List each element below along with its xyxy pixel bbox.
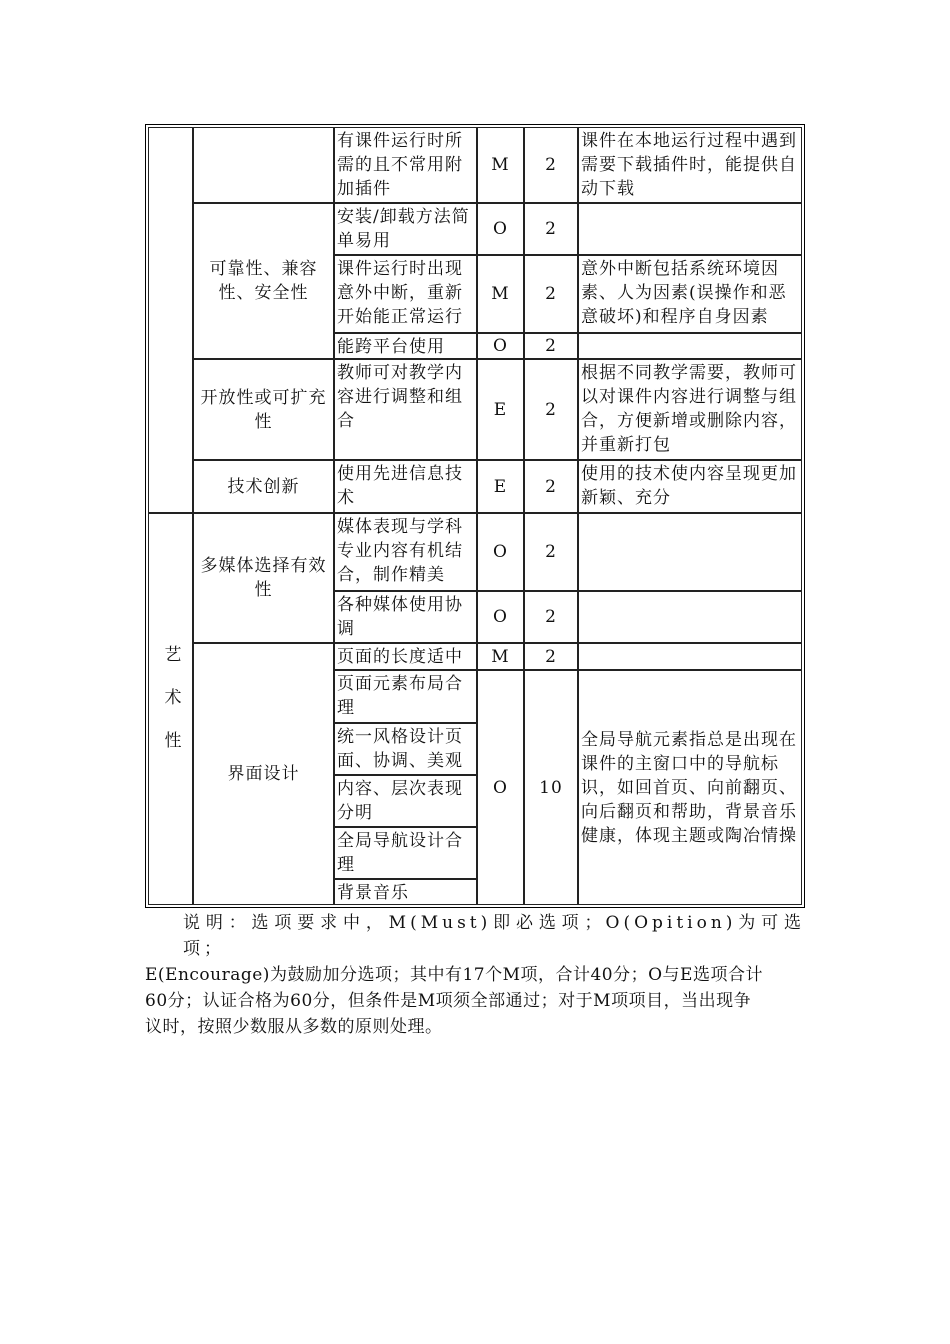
footnote-line: 60分；认证合格为60分，但条件是M项须全部通过；对于M项项目，当出现争 [145,991,752,1011]
group-label-innovation: 技术创新 [227,476,300,497]
score-cell [524,127,578,203]
group-label-multimedia: 多媒体选择有效性 [200,556,327,600]
group-label-reliability: 可靠性、兼容性、安全性 [209,259,318,303]
note-cell [578,513,802,591]
item-text: 全局导航设计合理 [337,831,463,875]
level-cell [477,643,524,670]
item-text: 页面的长度适中 [337,647,463,667]
item-cell [334,203,477,255]
group-cell-openness [193,359,334,460]
group-cell-blank [193,127,334,203]
note-cell [578,670,802,905]
level-text: O [493,607,508,627]
item-text: 各种媒体使用协调 [337,595,463,639]
level-cell [477,127,524,203]
footnote [145,910,805,1040]
score-text: 2 [545,219,557,239]
category-cell-art [148,513,193,905]
item-cell [334,460,477,513]
note-text: 意外中断包括系统环境因素、人为因素(误操作和恶意破坏)和程序自身因素 [581,259,787,327]
score-cell [524,670,578,905]
note-cell [578,359,802,460]
level-text: O [493,777,508,798]
note-text: 根据不同教学需要，教师可以对课件内容进行调整与组合，方便新增或删除内容，并重新打包 [581,363,797,455]
score-cell [524,203,578,255]
score-text: 2 [545,399,557,420]
item-text: 页面元素布局合理 [337,674,463,718]
note-text: 全局导航元素指总是出现在课件的主窗口中的导航标识，如回首页、向前翻页、向后翻页和帮助，背景音乐健康，体现主题或陶冶情操 [581,729,797,846]
item-cell [334,775,477,827]
note-cell [578,255,802,333]
score-text: 2 [545,155,557,175]
level-text: E [493,476,508,497]
note-text: 使用的技术使内容呈现更加新颖、充分 [581,464,797,508]
item-text: 使用先进信息技术 [337,464,463,508]
group-cell-interface [193,643,334,905]
score-text: 2 [545,284,557,304]
item-text: 能跨平台使用 [337,337,445,357]
item-cell [334,359,477,460]
category-cell-upper [148,127,193,513]
item-text: 背景音乐 [337,883,409,903]
item-cell [334,591,477,643]
level-cell [477,513,524,591]
level-cell [477,359,524,460]
note-cell [578,127,802,203]
level-text: M [491,646,510,667]
level-text: O [493,542,508,562]
level-text: M [491,155,510,175]
item-text: 安装/卸载方法简单易用 [337,207,470,251]
group-label-interface: 界面设计 [227,764,300,784]
group-label-openness: 开放性或可扩充性 [200,387,327,432]
category-label-art: 艺术性 [160,644,181,774]
footnote-line: 说明：选项要求中，M(Must)即必选项；O(Opition)为可选项； [183,913,805,959]
level-cell [477,670,524,905]
item-cell [334,670,477,723]
item-text: 统一风格设计页面、协调、美观 [337,727,463,771]
level-text: O [493,336,508,356]
group-cell-innovation [193,460,334,513]
score-cell [524,460,578,513]
score-text: 2 [545,336,557,356]
score-cell [524,255,578,333]
level-cell [477,255,524,333]
level-cell [477,203,524,255]
item-cell [334,643,477,670]
note-cell [578,591,802,643]
item-text: 内容、层次表现分明 [337,779,463,823]
score-text: 2 [545,646,557,667]
note-text: 课件在本地运行过程中遇到需要下载插件时，能提供自动下载 [581,131,797,199]
item-cell [334,333,477,359]
footnote-line: E(Encourage)为鼓励加分选项；其中有17个M项，合计40分；O与E选项合计 [145,965,763,985]
level-cell [477,591,524,643]
item-cell [334,827,477,879]
level-text: E [493,399,508,420]
score-cell [524,591,578,643]
item-text: 有课件运行时所需的且不常用附加插件 [337,131,463,199]
item-text: 媒体表现与学科专业内容有机结合，制作精美 [337,517,463,585]
note-cell [578,203,802,255]
item-cell [334,723,477,775]
level-text: M [491,284,510,304]
level-text: O [493,219,508,239]
score-cell [524,333,578,359]
item-cell [334,255,477,333]
item-cell [334,127,477,203]
score-text: 2 [545,607,557,627]
level-cell [477,333,524,359]
note-cell [578,643,802,670]
score-cell [524,359,578,460]
score-text: 2 [545,476,557,497]
item-text: 课件运行时出现意外中断，重新开始能正常运行 [337,259,463,327]
footnote-line: 议时，按照少数服从多数的原则处理。 [145,1017,443,1037]
score-cell [524,643,578,670]
level-cell [477,460,524,513]
group-cell-reliability [193,203,334,359]
score-cell [524,513,578,591]
note-cell [578,460,802,513]
note-cell [578,333,802,359]
item-text: 教师可对教学内容进行调整和组合 [337,363,463,431]
item-cell [334,513,477,591]
score-text: 10 [539,777,563,798]
score-text: 2 [545,542,557,562]
item-cell [334,879,477,905]
group-cell-multimedia [193,513,334,643]
